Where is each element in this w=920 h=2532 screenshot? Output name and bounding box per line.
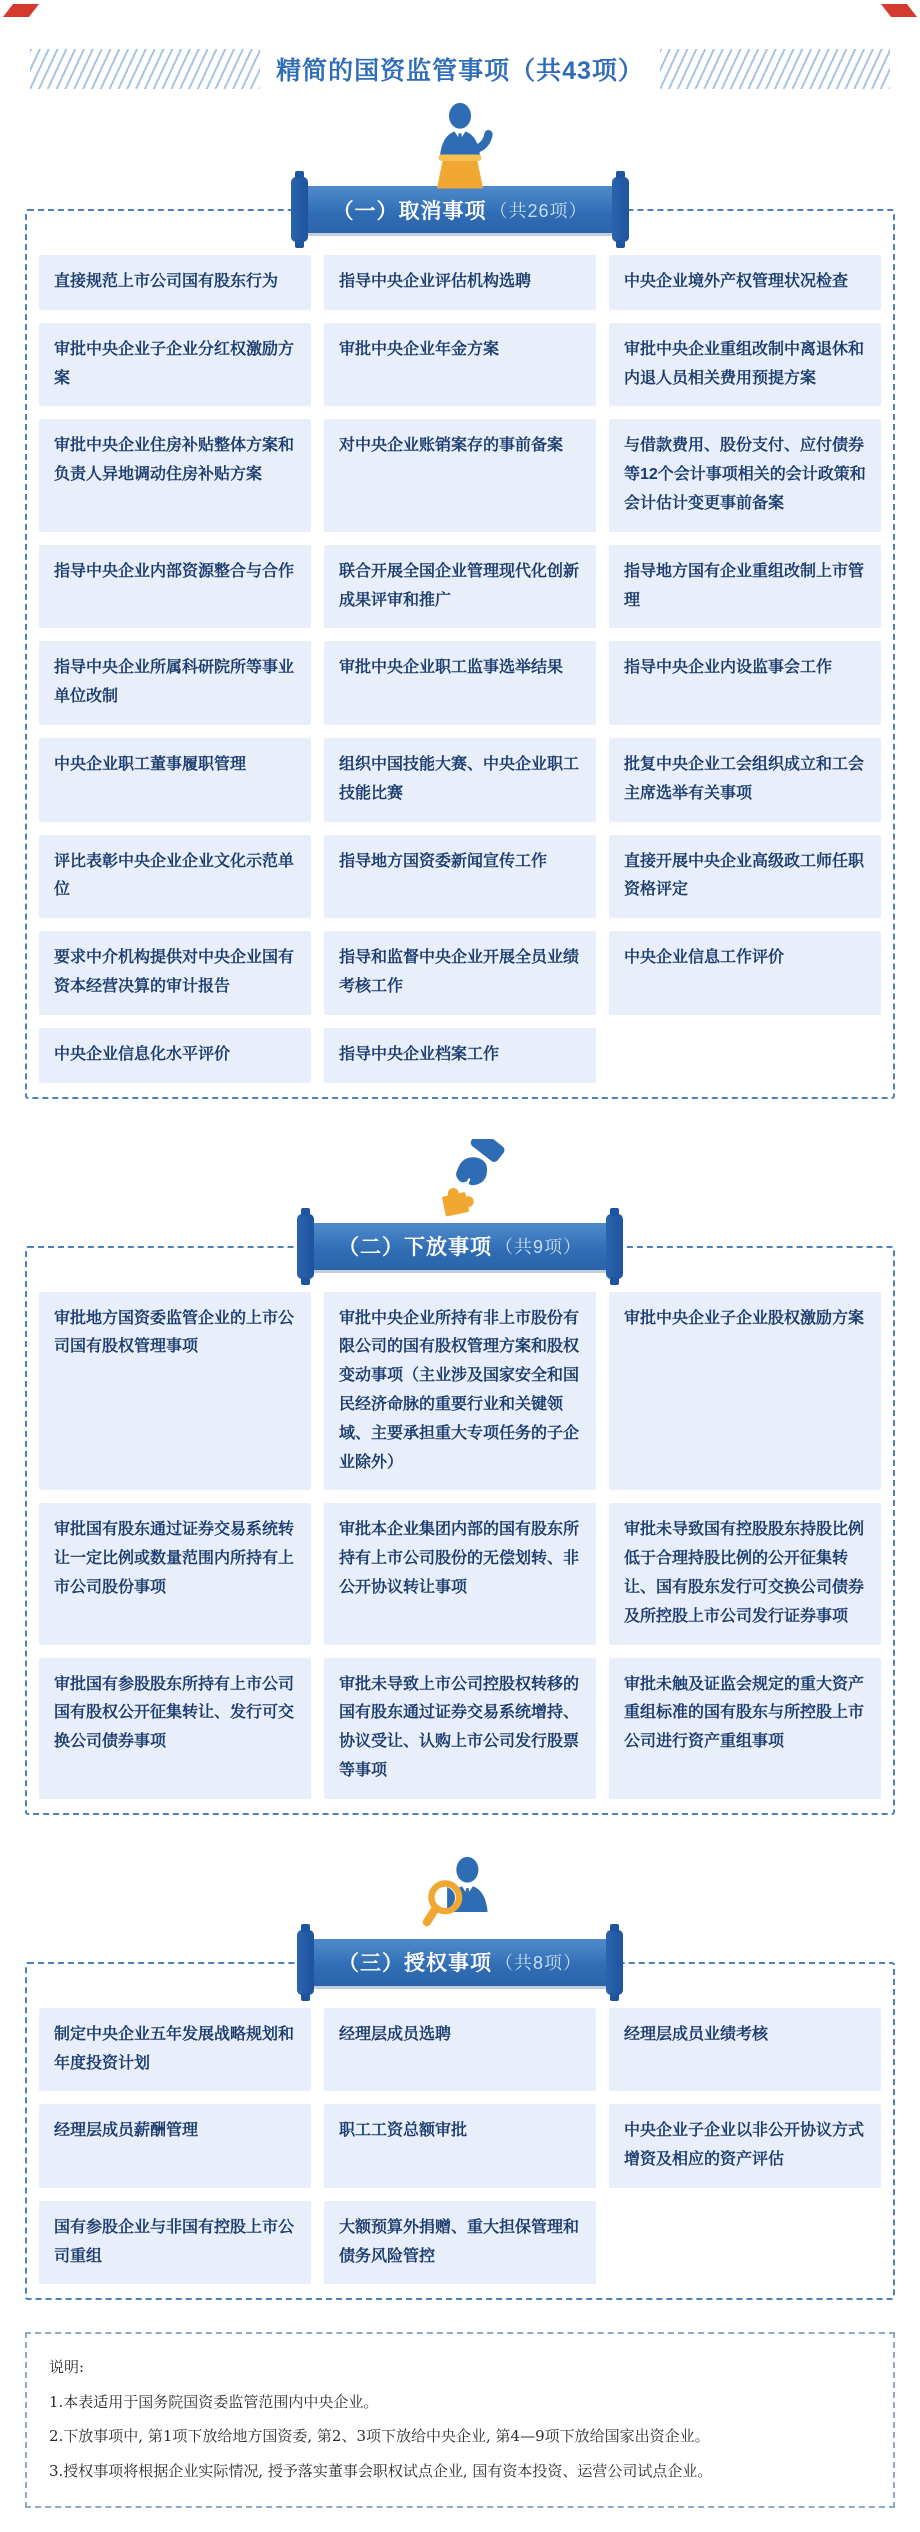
section-count: （共9项） [494,1237,582,1258]
section-box [25,1962,895,2301]
magnifier-person-icon [412,1855,508,1947]
item-cell: 评比表彰中央企业企业文化示范单位 [39,835,311,919]
section-box [25,209,895,1099]
hatch-stripes-left [30,49,260,89]
item-cell: 审批未触及证监会规定的重大资产重组标准的国有股东与所控股上市公司进行资产重组事项 [609,1658,881,1799]
item-cell: 大额预算外捐赠、重大担保管理和债务风险管控 [324,2201,596,2285]
speaker-podium-icon [412,102,508,194]
note-line: 3.授权事项将根据企业实际情况, 授予落实董事会职权试点企业, 国有资本投资、运营公司试点企业。 [49,2461,713,2480]
section-icon-row [0,102,920,194]
item-cell: 职工工资总额审批 [324,2104,596,2188]
section-grid [39,2008,881,2285]
notes-label: 说明: [49,2358,85,2377]
item-cell: 审批中央企业子企业分红权激励方案 [39,323,311,407]
section-title: （二）下放事项 [337,1236,492,1260]
notes-box [25,2332,895,2508]
section-title: （一）取消事项 [332,199,487,223]
section-grid [39,255,881,1083]
item-cell: 中央企业境外产权管理状况检查 [609,255,881,310]
item-cell: 审批中央企业子企业股权激励方案 [609,1292,881,1491]
section-title: （三）授权事项 [337,1952,492,1976]
item-cell: 指导中央企业内部资源整合与合作 [39,545,311,629]
item-cell: 经理层成员业绩考核 [609,2008,881,2092]
section-count: （共26项） [489,200,588,221]
item-cell: 批复中央企业工会组织成立和工会主席选举有关事项 [609,738,881,822]
item-cell: 指导地方国有企业重组改制上市管理 [609,545,881,629]
hand-puzzle-icon [412,1139,508,1231]
section-cancelled-items [0,102,920,1099]
item-cell: 要求中介机构提供对中央企业国有资本经营决算的审计报告 [39,931,311,1015]
corner-ribbon-right-icon [881,4,917,17]
item-cell: 审批中央企业重组改制中离退休和内退人员相关费用预提方案 [609,323,881,407]
item-cell: 国有参股企业与非国有控股上市公司重组 [39,2201,311,2285]
note-line: 2.下放事项中, 第1项下放给地方国资委, 第2、3项下放给中央企业, 第4—9项下放给国家出资企业。 [49,2427,710,2446]
item-cell: 审批中央企业年金方案 [324,323,596,407]
item-cell: 审批未导致国有控股股东持股比例低于合理持股比例的公开征集转让、国有股东发行可交换公司债券及所控股上市公司发行证券事项 [609,1503,881,1644]
item-cell: 经理层成员薪酬管理 [39,2104,311,2188]
item-cell: 审批地方国资委监管企业的上市公司国有股权管理事项 [39,1292,311,1491]
section-authorized-items [0,1855,920,2301]
item-cell: 中央企业职工董事履职管理 [39,738,311,822]
item-cell: 经理层成员选聘 [324,2008,596,2092]
item-cell: 对中央企业账销案存的事前备案 [324,419,596,531]
item-cell: 制定中央企业五年发展战略规划和年度投资计划 [39,2008,311,2092]
hatch-stripes-right [660,49,890,89]
item-cell: 直接开展中央企业高级政工师任职资格评定 [609,835,881,919]
item-cell: 审批国有参股股东所持有上市公司国有股权公开征集转让、发行可交换公司债券事项 [39,1658,311,1799]
section-icon-row [0,1855,920,1947]
item-cell: 指导中央企业评估机构选聘 [324,255,596,310]
item-cell: 组织中国技能大赛、中央企业职工技能比赛 [324,738,596,822]
item-cell: 指导地方国资委新闻宣传工作 [324,835,596,919]
corner-ribbon-left-icon [3,4,39,17]
item-cell: 审批未导致上市公司控股权转移的国有股东通过证券交易系统增持、协议受让、认购上市公司发行股票等事项 [324,1658,596,1799]
section-grid [39,1292,881,1799]
item-cell: 指导和监督中央企业开展全员业绩考核工作 [324,931,596,1015]
section-count: （共8项） [494,1953,582,1974]
note-line: 1.本表适用于国务院国资委监管范围内中央企业。 [49,2392,379,2411]
item-cell: 审批中央企业职工监事选举结果 [324,641,596,725]
item-cell: 指导中央企业所属科研院所等事业单位改制 [39,641,311,725]
page-title: 精简的国资监管事项（共43项） [276,57,644,85]
item-cell: 联合开展全国企业管理现代化创新成果评审和推广 [324,545,596,629]
title-bar [0,46,920,92]
item-cell: 与借款费用、股份支付、应付债券等12个会计事项相关的会计政策和会计估计变更事前备案 [609,419,881,531]
item-cell: 中央企业信息工作评价 [609,931,881,1015]
section-delegated-items [0,1139,920,1815]
item-cell: 指导中央企业档案工作 [324,1028,596,1083]
item-cell: 审批中央企业住房补贴整体方案和负责人异地调动住房补贴方案 [39,419,311,531]
item-cell: 审批本企业集团内部的国有股东所持有上市公司股份的无偿划转、非公开协议转让事项 [324,1503,596,1644]
item-cell: 直接规范上市公司国有股东行为 [39,255,311,310]
item-cell: 审批国有股东通过证券交易系统转让一定比例或数量范围内所持有上市公司股份事项 [39,1503,311,1644]
item-cell: 中央企业信息化水平评价 [39,1028,311,1083]
item-cell: 审批中央企业所持有非上市股份有限公司的国有股权管理方案和股权变动事项（主业涉及国家安全和国民经济命脉的重要行业和关键领域、主要承担重大专项任务的子企业除外） [324,1292,596,1491]
section-box [25,1246,895,1815]
item-cell: 中央企业子企业以非公开协议方式增资及相应的资产评估 [609,2104,881,2188]
item-cell: 指导中央企业内设监事会工作 [609,641,881,725]
section-icon-row [0,1139,920,1231]
